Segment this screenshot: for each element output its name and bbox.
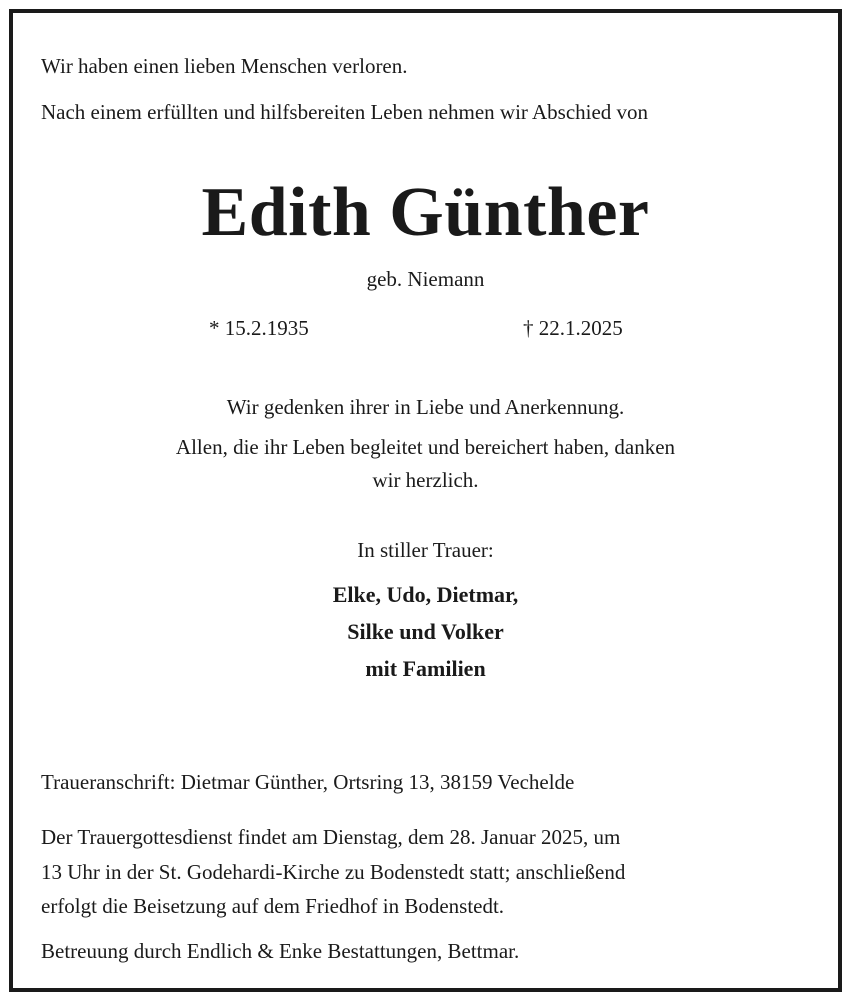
remembrance-line-1: Wir gedenken ihrer in Liebe und Anerkennung. [226,395,625,419]
maiden-name: geb. Niemann [366,267,485,291]
remembrance-line-3: wir herzlich. [372,468,479,492]
mourner-names-line-2: Silke und Volker [347,619,504,644]
mourner-names-line-3: mit Familien [365,656,486,681]
mourning-intro: In stiller Trauer: [357,538,494,562]
service-line-1: Der Trauergottesdienst findet am Dienstag, dem 28. Januar 2025, um [41,825,621,849]
intro-line-1: Wir haben einen lieben Menschen verloren. [41,54,408,78]
undertaker-line: Betreuung durch Endlich & Enke Bestattungen, Bettmar. [41,939,520,963]
intro-line-2: Nach einem erfüllten und hilfsbereiten Leben nehmen wir Abschied von [41,100,649,124]
birth-date: * 15.2.1935 [209,316,309,340]
remembrance-line-2: Allen, die ihr Leben begleitet und bereichert haben, danken [175,435,676,459]
death-date: † 22.1.2025 [523,316,623,340]
deceased-name: Edith Günther [201,174,650,251]
mourning-address: Traueranschrift: Dietmar Günther, Ortsring 13, 38159 Vechelde [41,770,575,794]
service-line-3: erfolgt die Beisetzung auf dem Friedhof in Bodenstedt. [41,894,505,918]
service-line-2: 13 Uhr in der St. Godehardi-Kirche zu Bodenstedt statt; anschließend [41,860,626,884]
obituary-notice [9,9,842,992]
mourner-names-line-1: Elke, Udo, Dietmar, [332,582,519,607]
